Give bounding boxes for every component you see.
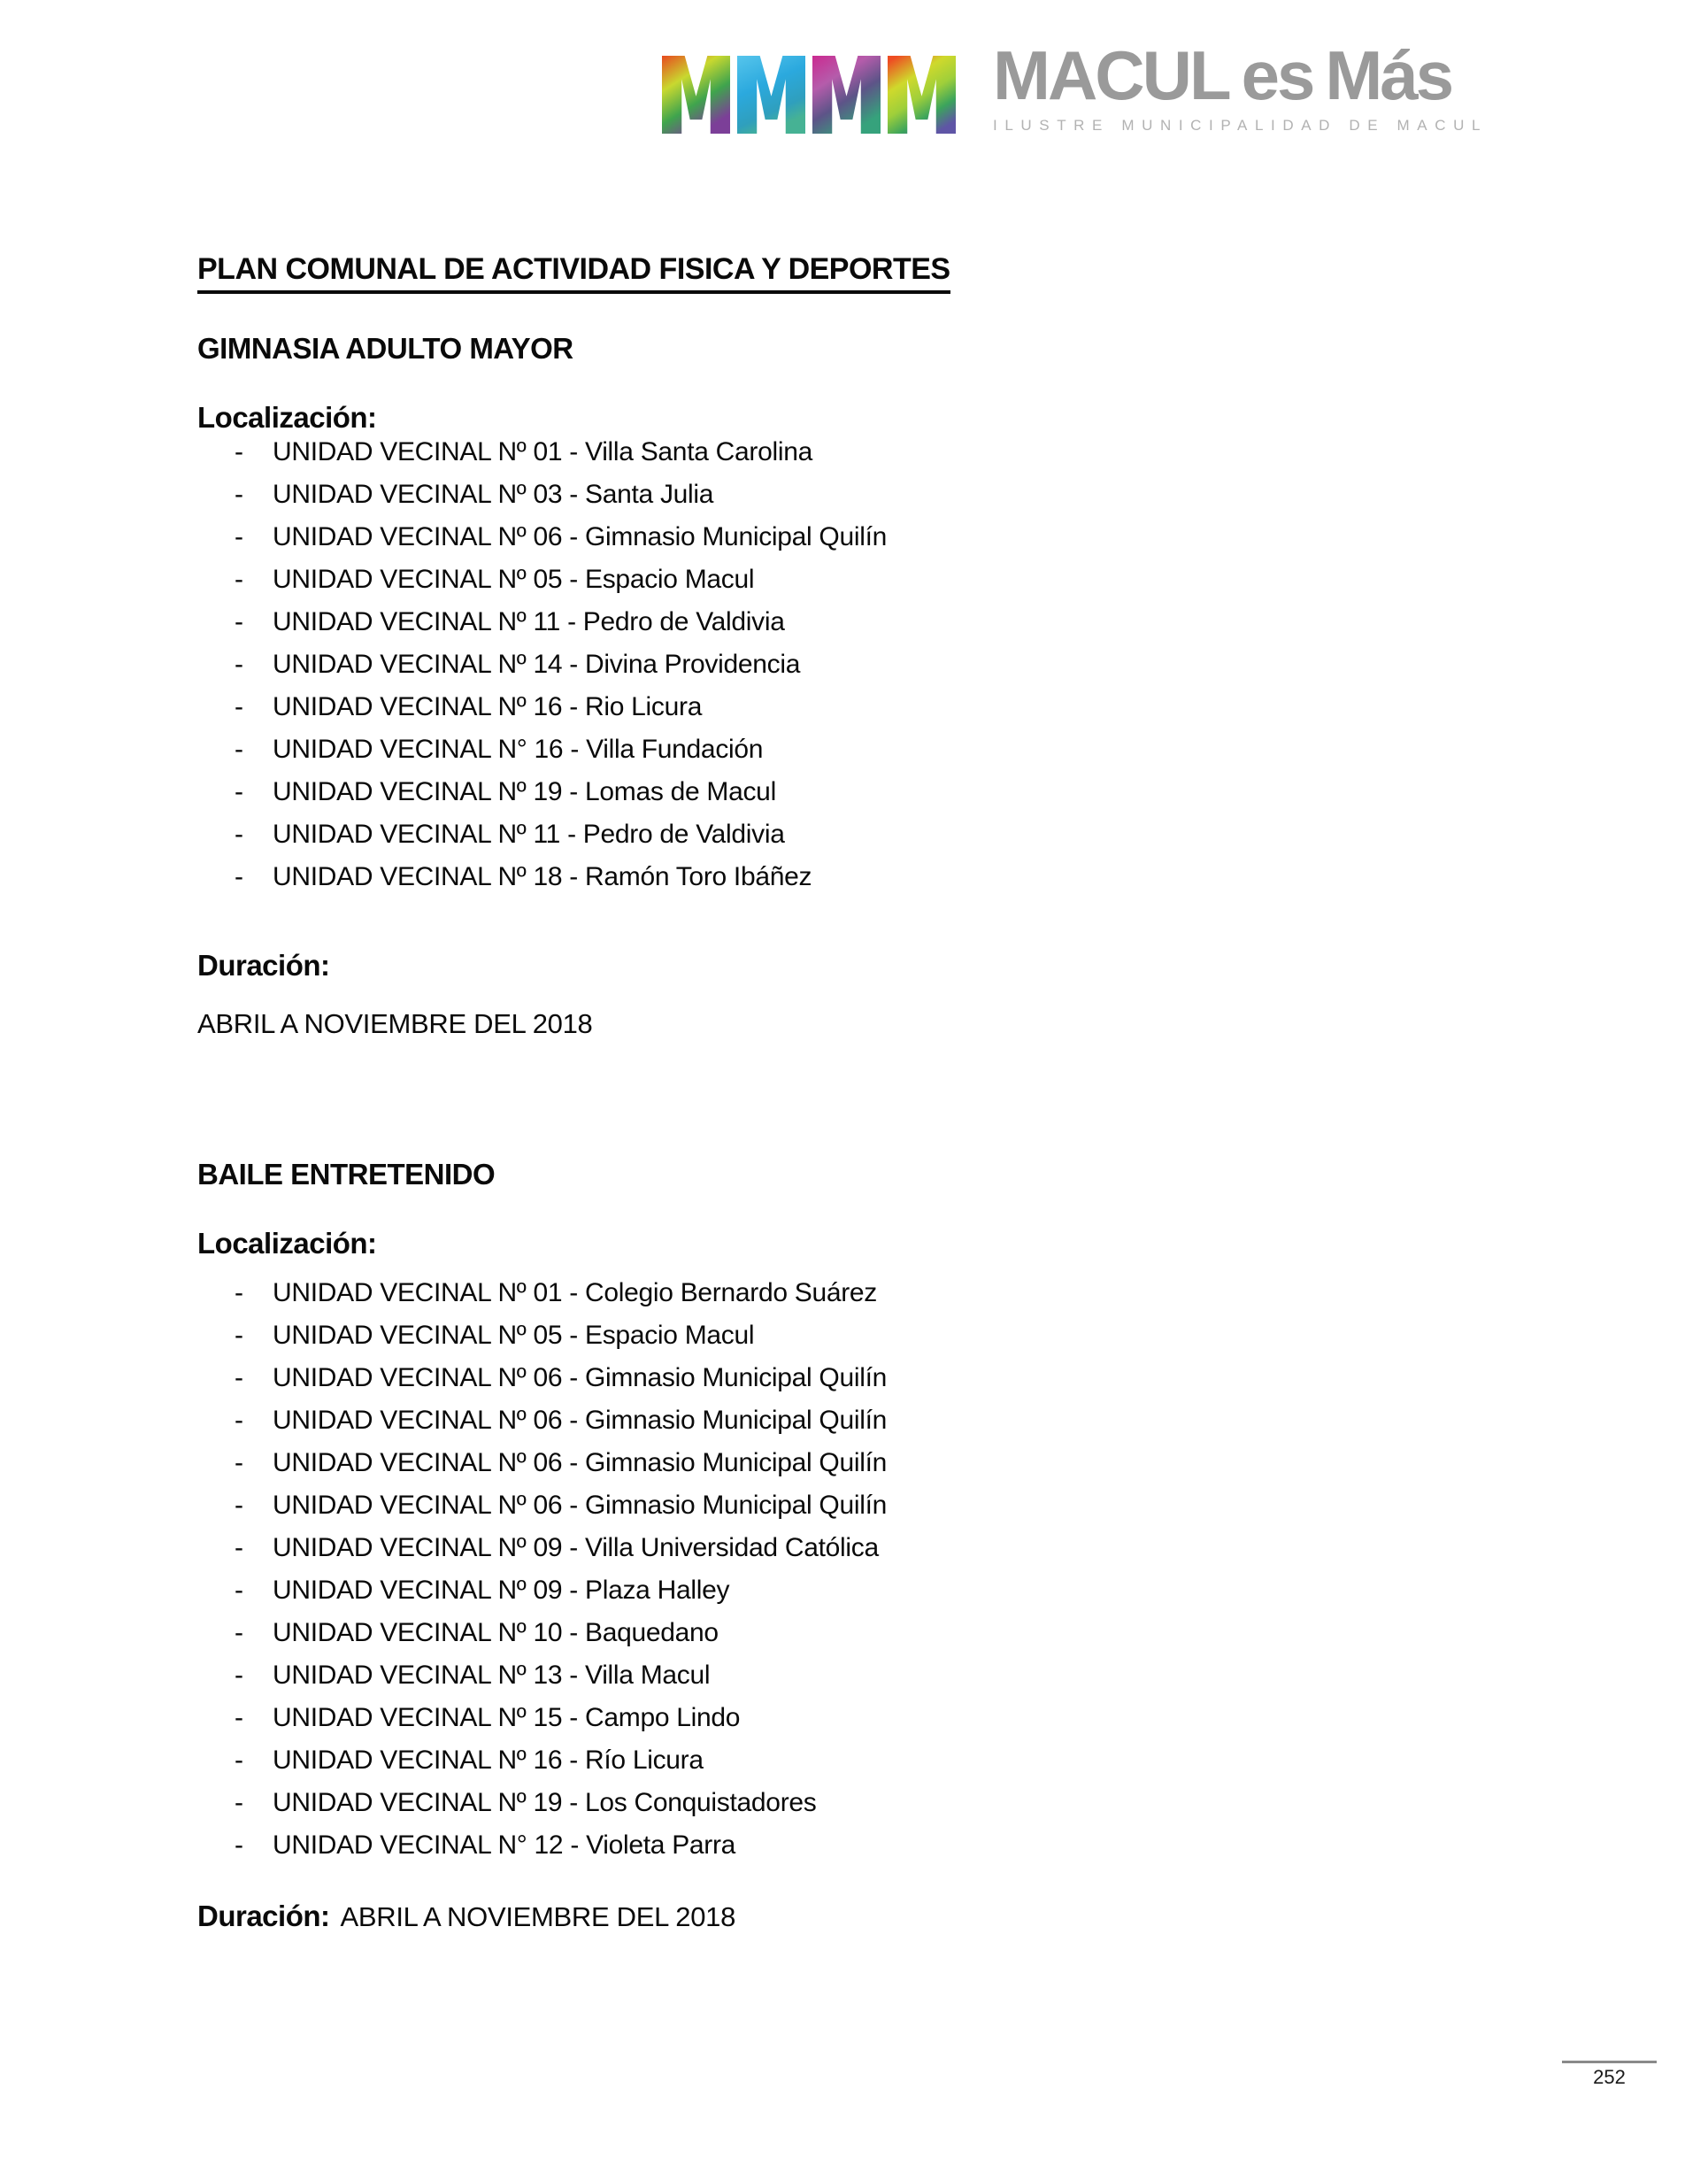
list-item xyxy=(235,856,887,898)
list-item-text: UNIDAD VECINAL Nº 06 - Gimnasio Municipal Quilín xyxy=(273,522,887,551)
list-item xyxy=(235,1569,887,1612)
bullet-dash: - xyxy=(235,565,243,594)
page-title: PLAN COMUNAL DE ACTIVIDAD FISICA Y DEPORTES xyxy=(197,252,950,294)
logo-wordmark xyxy=(993,37,1488,135)
list-item xyxy=(235,1314,887,1357)
bullet-dash: - xyxy=(235,735,243,764)
logo-mmmm-monogram xyxy=(662,56,956,134)
bullet-dash: - xyxy=(235,607,243,636)
list-item-text: UNIDAD VECINAL Nº 16 - Río Licura xyxy=(273,1746,704,1775)
duracion-label-gimnasia: Duración: xyxy=(197,949,330,982)
bullet-dash: - xyxy=(235,777,243,806)
list-item xyxy=(235,1697,887,1739)
bullet-dash: - xyxy=(235,1788,243,1817)
logo-m1-icon xyxy=(662,56,730,134)
list-item xyxy=(235,559,887,601)
bullet-dash: - xyxy=(235,1406,243,1435)
list-item xyxy=(235,474,887,516)
list-item xyxy=(235,813,887,856)
list-item-text: UNIDAD VECINAL Nº 19 - Lomas de Macul xyxy=(273,777,776,806)
list-item xyxy=(235,1782,887,1824)
logo-brand-es: es xyxy=(1241,36,1313,114)
bullet-dash: - xyxy=(235,480,243,509)
bullet-dash: - xyxy=(235,1830,243,1860)
list-item xyxy=(235,431,887,474)
baile-location-list xyxy=(235,1272,887,1867)
list-item-text: UNIDAD VECINAL Nº 11 - Pedro de Valdivia xyxy=(273,820,785,849)
list-item-text: UNIDAD VECINAL Nº 06 - Gimnasio Municipal Quilín xyxy=(273,1363,887,1392)
list-item xyxy=(235,1824,887,1867)
list-item-text: UNIDAD VECINAL Nº 06 - Gimnasio Municipal Quilín xyxy=(273,1491,887,1520)
list-item-text: UNIDAD VECINAL Nº 06 - Gimnasio Municipal Quilín xyxy=(273,1406,887,1435)
list-item xyxy=(235,1612,887,1654)
bullet-dash: - xyxy=(235,692,243,721)
duracion-value-baile: ABRIL A NOVIEMBRE DEL 2018 xyxy=(340,1901,736,1932)
list-item xyxy=(235,1484,887,1527)
bullet-dash: - xyxy=(235,1278,243,1307)
logo-m3-icon xyxy=(812,56,881,134)
list-item xyxy=(235,1399,887,1442)
list-item xyxy=(235,644,887,686)
bullet-dash: - xyxy=(235,862,243,891)
list-item xyxy=(235,1357,887,1399)
bullet-dash: - xyxy=(235,522,243,551)
list-item xyxy=(235,1739,887,1782)
list-item-text: UNIDAD VECINAL Nº 05 - Espacio Macul xyxy=(273,1321,755,1350)
logo-brand-mas: Más xyxy=(1325,36,1452,114)
list-item-text: UNIDAD VECINAL Nº 03 - Santa Julia xyxy=(273,480,714,509)
list-item xyxy=(235,771,887,813)
bullet-dash: - xyxy=(235,1746,243,1775)
list-item-text: UNIDAD VECINAL Nº 06 - Gimnasio Municipal Quilín xyxy=(273,1448,887,1477)
list-item-text: UNIDAD VECINAL Nº 15 - Campo Lindo xyxy=(273,1703,741,1732)
list-item xyxy=(235,601,887,644)
duracion-line-baile xyxy=(197,1900,735,1933)
list-item-text: UNIDAD VECINAL Nº 10 - Baquedano xyxy=(273,1618,719,1647)
list-item xyxy=(235,1442,887,1484)
logo-m2-icon xyxy=(737,56,805,134)
list-item-text: UNIDAD VECINAL Nº 09 - Plaza Halley xyxy=(273,1576,730,1605)
logo-subtitle: ILUSTRE MUNICIPALIDAD DE MACUL xyxy=(993,117,1489,134)
duracion-label-baile: Duración: xyxy=(197,1900,330,1932)
section-heading-baile: BAILE ENTRETENIDO xyxy=(197,1158,496,1191)
list-item-text: UNIDAD VECINAL Nº 16 - Rio Licura xyxy=(273,692,703,721)
list-item-text: UNIDAD VECINAL Nº 18 - Ramón Toro Ibáñez xyxy=(273,862,812,891)
bullet-dash: - xyxy=(235,1703,243,1732)
list-item xyxy=(235,1272,887,1314)
list-item xyxy=(235,1527,887,1569)
list-item-text: UNIDAD VECINAL Nº 01 - Villa Santa Carolina xyxy=(273,437,812,466)
list-item-text: UNIDAD VECINAL N° 12 - Violeta Parra xyxy=(273,1830,736,1860)
bullet-dash: - xyxy=(235,650,243,679)
list-item-text: UNIDAD VECINAL Nº 09 - Villa Universidad Católica xyxy=(273,1533,879,1562)
duracion-value-gimnasia: ABRIL A NOVIEMBRE DEL 2018 xyxy=(197,1008,593,1039)
logo-m4-icon xyxy=(888,56,956,134)
bullet-dash: - xyxy=(235,1661,243,1690)
bullet-dash: - xyxy=(235,1363,243,1392)
list-item xyxy=(235,686,887,728)
list-item xyxy=(235,516,887,559)
section-heading-gimnasia: GIMNASIA ADULTO MAYOR xyxy=(197,332,573,366)
bullet-dash: - xyxy=(235,1491,243,1520)
bullet-dash: - xyxy=(235,437,243,466)
bullet-dash: - xyxy=(235,1576,243,1605)
logo-brand-macul: MACUL xyxy=(993,36,1229,114)
localizacion-label-gimnasia: Localización: xyxy=(197,401,377,434)
bullet-dash: - xyxy=(235,1533,243,1562)
logo-brand-text xyxy=(993,37,1488,113)
list-item-text: UNIDAD VECINAL Nº 05 - Espacio Macul xyxy=(273,565,755,594)
bullet-dash: - xyxy=(235,820,243,849)
localizacion-label-baile: Localización: xyxy=(197,1227,377,1260)
bullet-dash: - xyxy=(235,1321,243,1350)
page-number: 252 xyxy=(1593,2066,1626,2088)
list-item xyxy=(235,1654,887,1697)
list-item-text: UNIDAD VECINAL Nº 14 - Divina Providencia xyxy=(273,650,801,679)
gimnasia-location-list xyxy=(235,431,887,898)
list-item xyxy=(235,728,887,771)
list-item-text: UNIDAD VECINAL Nº 13 - Villa Macul xyxy=(273,1661,711,1690)
bullet-dash: - xyxy=(235,1618,243,1647)
bullet-dash: - xyxy=(235,1448,243,1477)
footer-divider xyxy=(1562,2061,1657,2063)
list-item-text: UNIDAD VECINAL N° 16 - Villa Fundación xyxy=(273,735,764,764)
list-item-text: UNIDAD VECINAL Nº 01 - Colegio Bernardo Suárez xyxy=(273,1278,877,1307)
list-item-text: UNIDAD VECINAL Nº 11 - Pedro de Valdivia xyxy=(273,607,785,636)
list-item-text: UNIDAD VECINAL Nº 19 - Los Conquistadores xyxy=(273,1788,817,1817)
